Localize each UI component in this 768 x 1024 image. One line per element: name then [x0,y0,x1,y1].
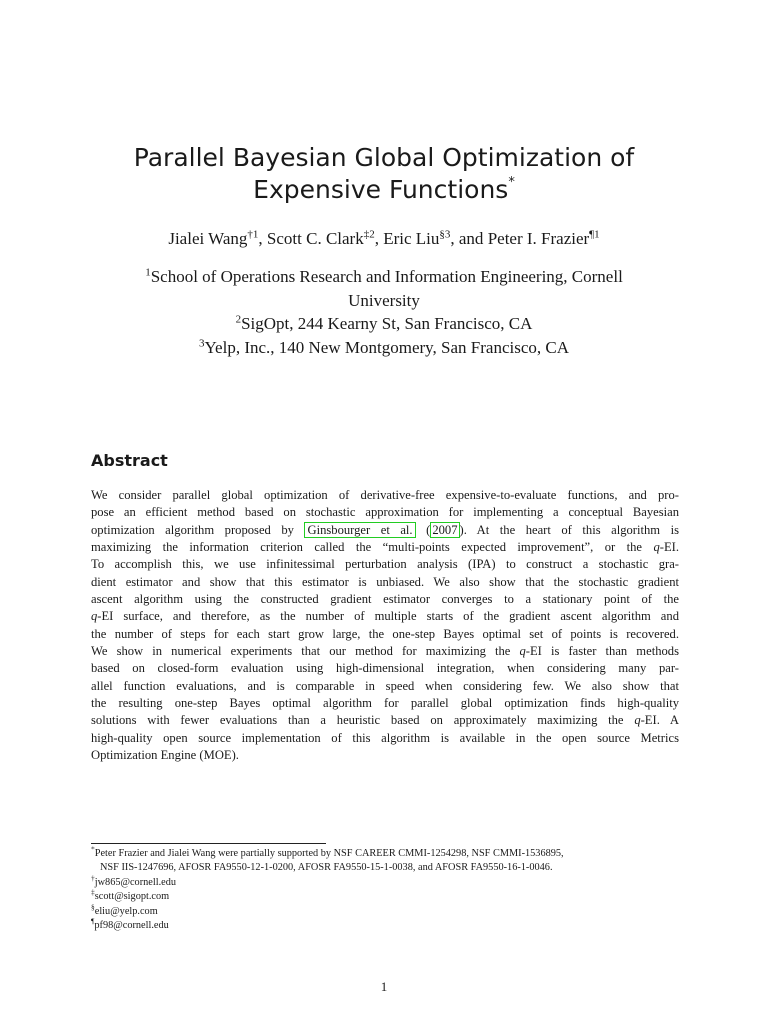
abstract-line: We consider parallel global optimization of derivative-free expensive-to-evaluate functions, and pro- [91,488,679,502]
email-link[interactable]: pf98@cornell.edu [94,920,169,932]
author-list [60,227,708,251]
title-footnote-mark: * [508,175,515,190]
footnote-funding-cont: NSF IIS-1247696, AFOSR FA9550-12-1-0200, AFOSR FA9550-15-1-0038, and AFOSR FA9550-16-1-0046. [100,862,553,874]
abstract-line: optimization algorithm proposed by Ginsbourger et al. ( 2007 ). At the heart of this algorithm is [91,522,680,537]
email-link[interactable]: jw865@cornell.edu [94,876,177,888]
title-line-2-text: Expensive Functions [253,175,509,204]
page-number: 1 [380,979,388,994]
title-line-2 [60,174,708,206]
author-affil-mark: ‡2 [363,228,375,241]
affiliation-text: Yelp, Inc., 140 New Montgomery, San Francisco, CA [204,337,570,357]
footnote-mark: ¶ [91,916,95,926]
affiliation-number: 3 [198,336,205,349]
author-affil-mark: †1 [247,228,259,241]
abstract-line: Optimization Engine (MOE). [91,748,239,763]
author-name: Peter I. Frazier [487,229,590,248]
abstract-line: ascent algorithm using the constructed gradient estimator converges to a stationary point of the [91,592,679,607]
affiliation-number: 1 [145,266,151,279]
abstract-heading: Abstract [91,451,168,470]
footnote-mark: § [91,902,95,912]
footnote-mark: * [91,844,95,854]
abstract-line: based on closed-form evaluation using high-dimensional integration, when considering many par- [91,661,679,676]
affiliation-text: SigOpt, 244 Kearny St, San Francisco, CA [241,314,533,333]
affiliation-list [100,265,668,359]
citation-link-authors[interactable]: Ginsbourger et al. [304,522,415,538]
abstract-text: At the heart of this algorithm is [476,522,680,537]
footnote-rule [91,843,326,844]
author-separator: , and [450,229,488,248]
footnote-email [91,887,681,904]
abstract-text: optimization algorithm proposed by [91,522,294,537]
footnote-email [91,916,681,933]
affiliation-number: 2 [235,313,242,326]
title-line-1: Parallel Bayesian Global Optimization of [133,143,635,172]
affiliation [100,265,668,289]
abstract-body [91,487,679,765]
abstract-line [91,539,679,556]
abstract-text: -EI surface, and therefore, as the number of multiple starts of the gradient ascent algorithm and [97,609,679,624]
paper-title [60,142,708,206]
citation-link-year[interactable]: 2007 [432,522,458,537]
email-link[interactable]: scott@sigopt.com [94,891,170,903]
footnote-email [91,873,681,890]
abstract-text: We show in numerical experiments that our method for maximizing the [91,644,511,659]
math-q: q [634,713,641,728]
email-link[interactable]: eliu@yelp.com [94,905,158,917]
abstract-text: -EI is faster than methods [525,644,679,659]
abstract-line [91,608,679,625]
affiliation-continuation: University [348,290,420,310]
abstract-text: solutions with fewer evaluations than a heuristic based on approximately maximizing the [91,713,624,728]
author-name: Jialei Wang [168,229,248,248]
abstract-line: high-quality open source implementation of this algorithm is available in the open source Metrics [91,730,679,745]
footnotes [91,844,681,933]
footnote-email [91,902,681,919]
abstract-line: allel function evaluations, and is comparable in speed when considering few. We also show that [91,678,679,693]
author-name: Eric Liu [383,229,440,248]
footnote-text: Peter Frazier and Jialei Wang were partially supported by NSF CAREER CMMI-1254298, NSF CMMI-1536895, [94,848,564,859]
footnote-mark: ‡ [91,887,95,897]
abstract-text: -EI. [659,540,679,555]
abstract-line: pose an efficient method based on stochastic approximation for implementing a conceptual Bayesian [91,505,679,520]
author-affil-mark: §3 [439,228,451,241]
affiliation [100,312,668,336]
footnote-mark: † [91,873,95,883]
abstract-line: the resulting one-step Bayes optimal algorithm for parallel global optimization finds high-quality [91,696,679,711]
author-separator: , [374,229,384,248]
math-q: q [653,540,660,555]
author-separator: , [258,229,267,248]
abstract-line: the number of steps for each start grow large, the one-step Bayes optimal set of points is recovered. [91,626,679,641]
affiliation-text: School of Operations Research and Information Engineering, Cornell [150,267,623,286]
math-q: q [91,609,98,624]
author-affil-mark: ¶1 [589,228,600,241]
abstract-text: maximizing the information criterion called the “multi-points expected improvement”, or the [91,540,643,555]
affiliation [100,336,668,360]
abstract-line: To accomplish this, we use infinitessimal perturbation analysis (IPA) to construct a stochastic gra- [91,557,679,572]
abstract-line [91,712,679,729]
math-q: q [519,644,526,659]
abstract-text: -EI. A [640,713,680,728]
author-name: Scott C. Clark [266,229,364,248]
abstract-line [91,643,679,660]
footnote-funding [91,844,681,861]
abstract-line: dient estimator and show that this estimator is unbiased. We also show that the stochastic gradient [91,574,679,589]
